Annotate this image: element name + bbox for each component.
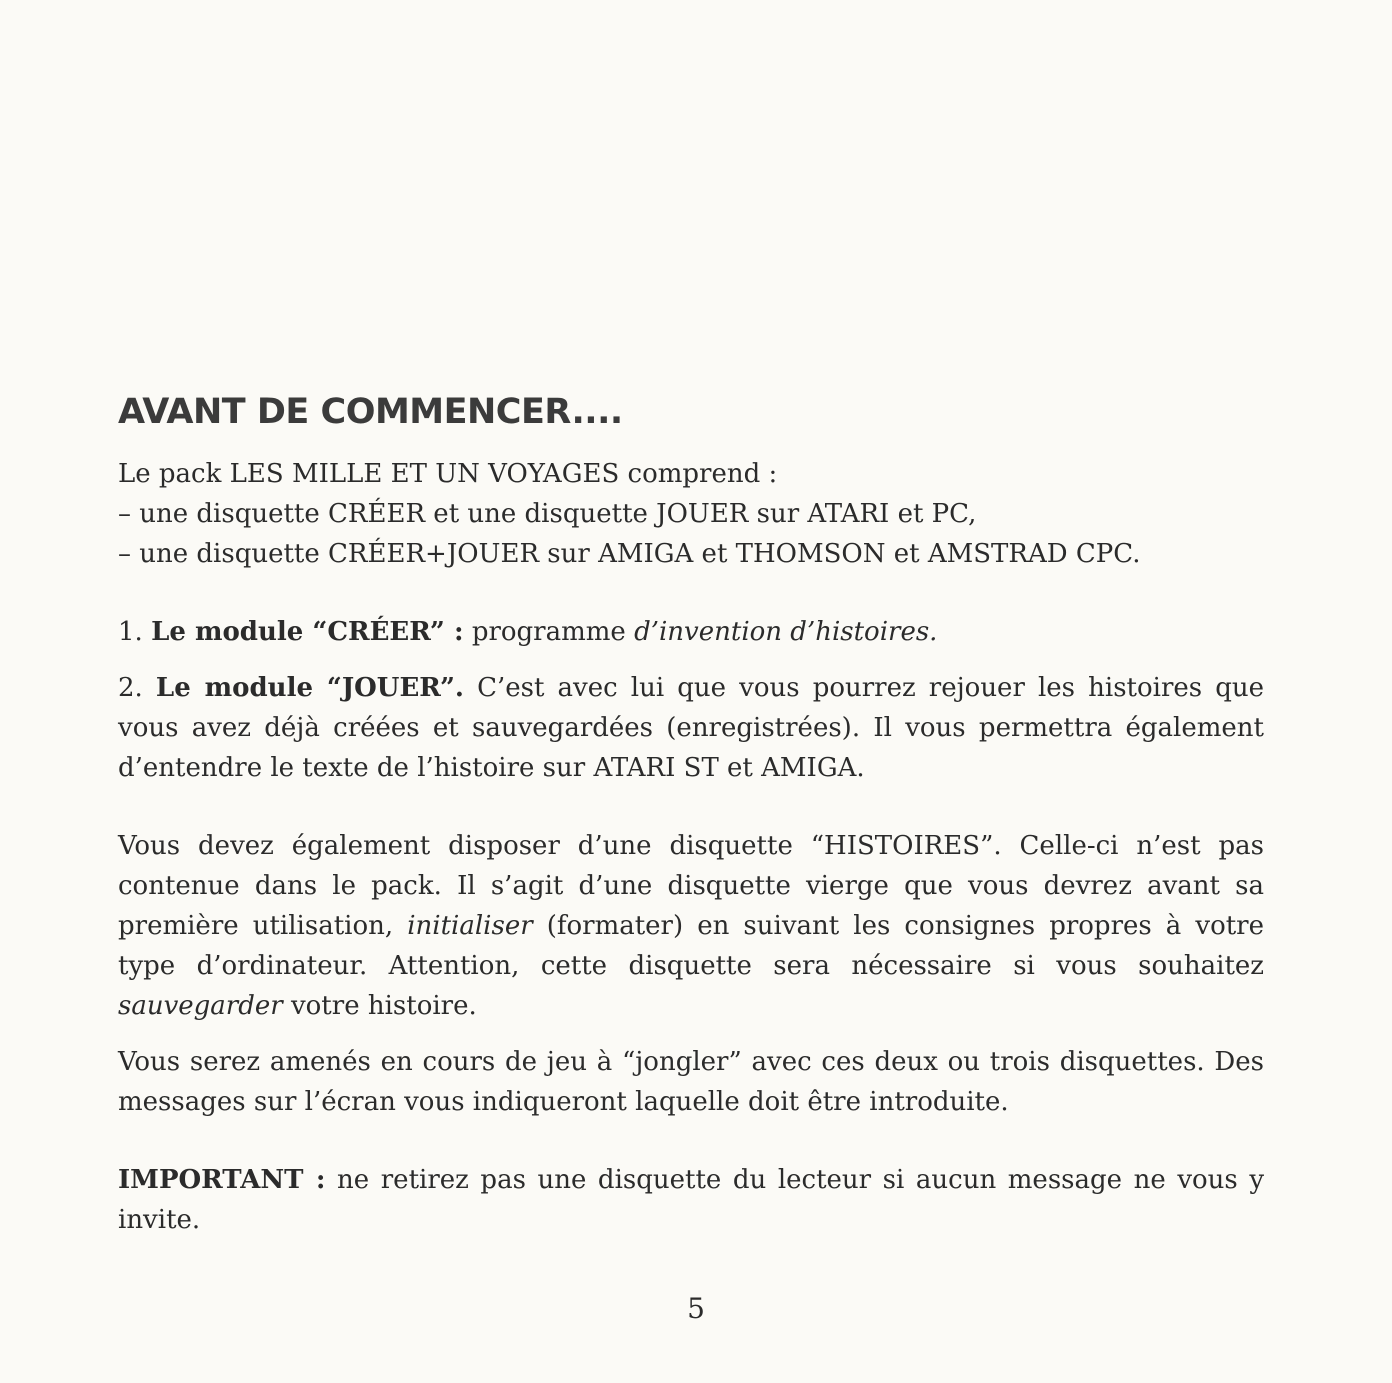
module-creer-number: 1.	[118, 617, 143, 647]
intro-line-1: Le pack LES MILLE ET UN VOYAGES comprend :	[118, 459, 778, 489]
histoires-text-2: (formater) en suivant les consignes propres à votre type d’ordinateur. Attention, cette disquette sera nécessaire si vous souhaitez	[118, 911, 1264, 981]
module-creer-paragraph	[118, 612, 1264, 652]
intro-line-2: – une disquette CRÉER et une disquette JOUER sur ATARI et PC,	[118, 499, 977, 529]
module-jouer-number: 2.	[118, 673, 143, 703]
important-label: IMPORTANT :	[118, 1165, 326, 1195]
module-jouer-label: Le module “JOUER”.	[155, 673, 464, 703]
page-content	[118, 388, 1264, 1240]
histoires-text-3: votre histoire.	[290, 991, 477, 1021]
important-text: ne retirez pas une disquette du lecteur si aucun message ne vous y invite.	[118, 1165, 1265, 1235]
histoires-italic-sauvegarder: sauvegarder	[118, 991, 283, 1021]
important-paragraph	[118, 1160, 1264, 1240]
module-creer-label: Le module “CRÉER” :	[151, 617, 464, 647]
module-jouer-text: C’est avec lui que vous pourrez rejouer les histoires que vous avez déjà créées et sauvegardées (enregistrées). Il vous permettra également d’entendre le texte de l’histoire sur ATARI ST et AMIGA.	[118, 673, 1264, 783]
histoires-italic-initialiser: initialiser	[407, 911, 533, 941]
page-number: 5	[687, 1292, 705, 1325]
module-creer-text: programme	[471, 617, 626, 647]
page-title: AVANT DE COMMENCER....	[118, 392, 623, 432]
intro-line-3: – une disquette CRÉER+JOUER sur AMIGA et THOMSON et AMSTRAD CPC.	[118, 539, 1141, 569]
module-jouer-paragraph	[118, 668, 1264, 788]
histoires-paragraph	[118, 826, 1264, 1026]
histoires-text-1: Vous devez également disposer d’une disquette “HISTOIRES”. Celle-ci n’est pas contenue dans le pack. Il s’agit d’une disquette vierge que vous devrez avant sa première utilisation,	[118, 831, 1264, 941]
module-creer-italic: d’invention d’histoires.	[634, 617, 938, 647]
jongler-paragraph: Vous serez amenés en cours de jeu à “jongler” avec ces deux ou trois disquettes. Des messages sur l’écran vous indiqueront laquelle doit être introduite.	[118, 1047, 1264, 1117]
